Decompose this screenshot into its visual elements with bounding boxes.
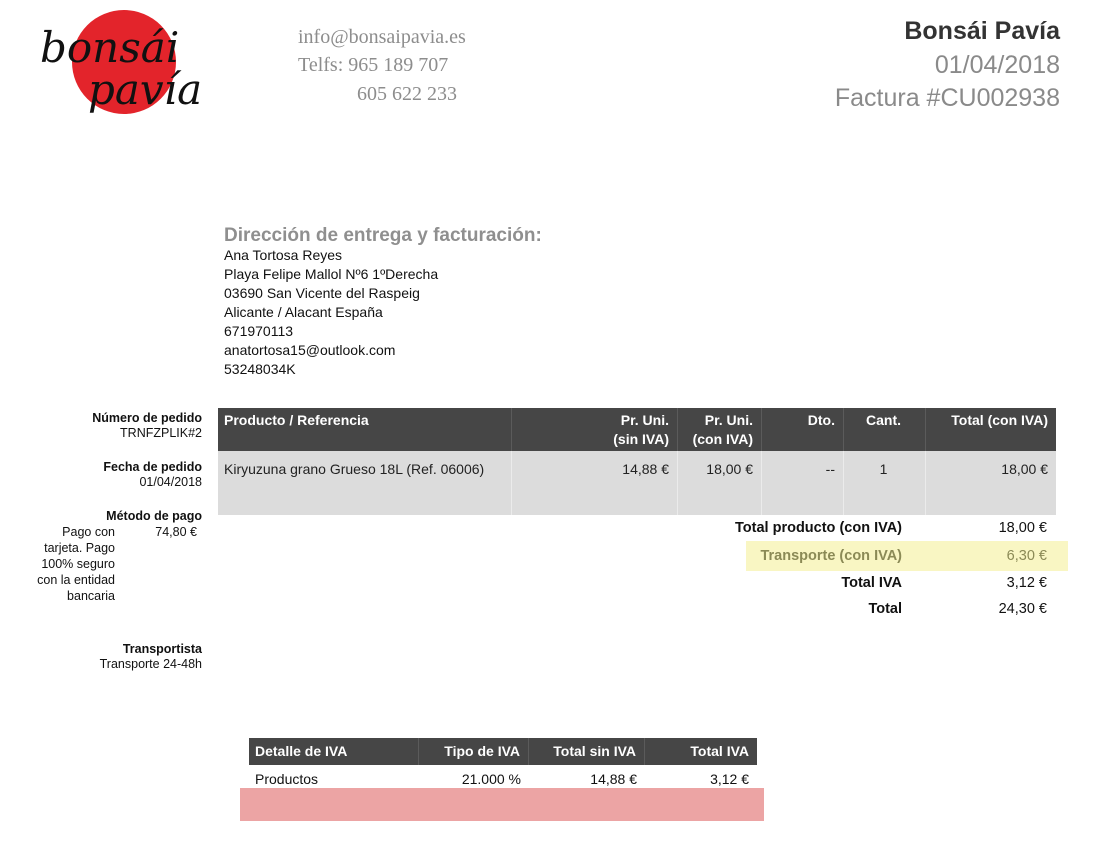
grand-total-value: 24,30 €	[998, 601, 1047, 617]
total-products-label: Total producto (con IVA)	[735, 520, 902, 536]
carrier-value: Transporte 24-48h	[99, 657, 202, 671]
header-total: Total (con IVA)	[951, 412, 1048, 428]
payment-text: Pago con tarjeta. Pago 100% seguro con la entidad bancaria	[37, 525, 115, 603]
phone-1: 965 189 707	[348, 54, 449, 76]
company-name: Bonsái Pavía	[904, 17, 1060, 45]
invoice-date: 01/04/2018	[934, 51, 1060, 79]
address-city: 03690 San Vicente del Raspeig	[224, 285, 420, 301]
vat-row-detail: Productos	[255, 771, 319, 787]
order-date-label: Fecha de pedido	[103, 460, 202, 474]
footer-pink-bar	[240, 788, 764, 821]
invoice-number: Factura #CU002938	[834, 84, 1060, 112]
order-number-value: TRNFZPLIK#2	[120, 426, 202, 440]
product-total: 18,00 €	[1001, 461, 1048, 477]
header-product: Producto / Referencia	[218, 408, 512, 451]
product-discount: --	[762, 451, 844, 515]
product-unit-no-vat: 14,88 €	[512, 451, 678, 515]
vat-row-rate: 21.000 %	[461, 771, 521, 787]
product-name: Kiryuzuna grano Grueso 18L (Ref. 06006)	[218, 451, 512, 515]
product-qty: 1	[844, 451, 926, 515]
address-name: Ana Tortosa Reyes	[224, 247, 343, 263]
phone-label: Telfs:	[298, 54, 344, 76]
address-street: Playa Felipe Mallol Nº6 1ºDerecha	[224, 266, 439, 282]
table-row	[249, 765, 757, 789]
total-vat-value: 3,12 €	[1006, 575, 1047, 591]
address-region: Alicante / Alacant España	[224, 304, 383, 320]
order-date-block	[12, 460, 202, 490]
header-discount: Dto.	[762, 408, 844, 451]
address-block	[224, 246, 438, 379]
company-logo	[36, 10, 236, 125]
header-vat-rate: Tipo de IVA	[419, 738, 529, 765]
payment-label: Método de pago	[106, 509, 202, 523]
header-unit-no-vat: Pr. Uni. (sin IVA)	[512, 408, 678, 451]
header-vat-total: Total IVA	[690, 743, 749, 759]
contact-email[interactable]: info@bonsaipavia.es	[298, 26, 466, 48]
vat-row-base: 14,88 €	[590, 771, 637, 787]
contact-phones	[298, 52, 448, 78]
header-vat-detail: Detalle de IVA	[249, 738, 419, 765]
phone-2: 605 622 233	[357, 83, 457, 105]
total-vat-label: Total IVA	[841, 575, 902, 591]
address-email[interactable]: anatortosa15@outlook.com	[224, 342, 396, 358]
order-date-value: 01/04/2018	[139, 475, 202, 489]
address-title: Dirección de entrega y facturación:	[224, 225, 542, 246]
carrier-label: Transportista	[122, 642, 202, 656]
carrier-block	[12, 642, 202, 672]
vat-detail-table	[249, 738, 757, 789]
shipping-value: 6,30 €	[1006, 548, 1047, 564]
logo-line-1: bonsái	[40, 23, 180, 72]
order-number-block	[12, 411, 202, 441]
table-row	[218, 451, 1056, 515]
payment-amount: 74,80 €	[155, 525, 197, 539]
address-phone: 671970113	[224, 323, 294, 339]
total-products-value: 18,00 €	[998, 520, 1047, 536]
order-number-label: Número de pedido	[92, 411, 202, 425]
vat-table-header	[249, 738, 757, 765]
products-table	[218, 408, 1056, 515]
header-qty: Cant.	[844, 408, 926, 451]
header-vat-base: Total sin IVA	[529, 738, 645, 765]
address-tax-id: 53248034K	[224, 361, 296, 377]
products-table-header	[218, 408, 1056, 451]
grand-total-label: Total	[868, 601, 902, 617]
header-unit-vat: Pr. Uni. (con IVA)	[678, 408, 762, 451]
shipping-label: Transporte (con IVA)	[760, 548, 902, 564]
product-unit-vat: 18,00 €	[678, 451, 762, 515]
logo-line-2: pavía	[88, 65, 203, 114]
vat-row-total: 3,12 €	[710, 771, 749, 787]
